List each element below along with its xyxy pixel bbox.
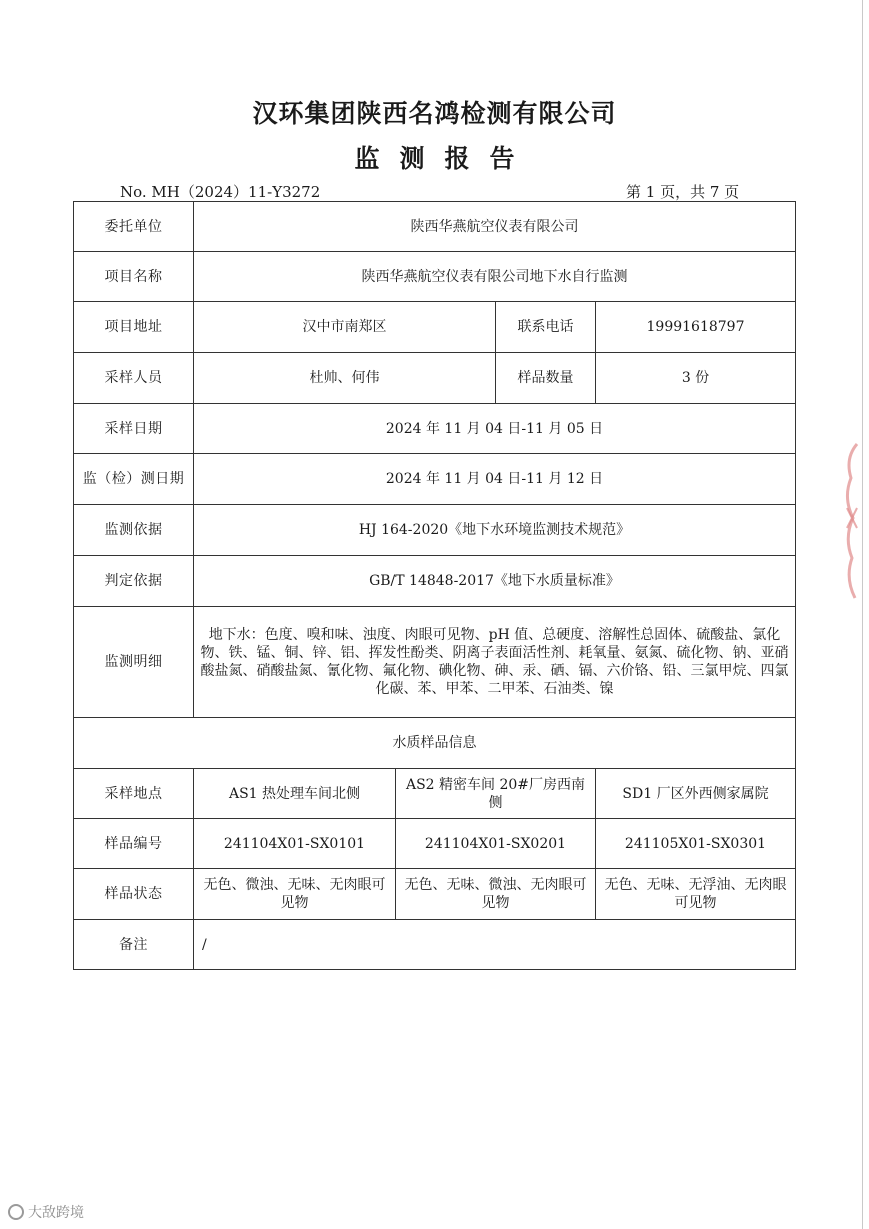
row-sampler (74, 353, 796, 404)
row-locations (74, 769, 796, 819)
row-remark (74, 920, 796, 970)
location-label: 采样地点 (74, 769, 194, 819)
row-project-name (74, 252, 796, 302)
test-date-value: 2024 年 11 月 04 日-11 月 12 日 (194, 454, 796, 505)
row-test-date (74, 454, 796, 505)
row-judge (74, 556, 796, 607)
row-section-title (74, 718, 796, 769)
location-1: AS1 热处理车间北侧 (194, 769, 396, 819)
sample-date-value: 2024 年 11 月 04 日-11 月 05 日 (194, 404, 796, 454)
location-3: SD1 厂区外西侧家属院 (596, 769, 796, 819)
sample-id-2: 241104X01-SX0201 (396, 819, 596, 869)
row-sample-date (74, 404, 796, 454)
sample-state-3: 无色、无味、无浮油、无肉眼可见物 (596, 869, 796, 920)
count-value: 3 份 (596, 353, 796, 404)
samples-section-title: 水质样品信息 (74, 718, 796, 769)
report-title: 监测报告 (354, 144, 535, 173)
sample-state-2: 无色、无味、微浊、无肉眼可见物 (396, 869, 596, 920)
logo-icon (8, 1204, 24, 1220)
row-address (74, 302, 796, 353)
phone-value: 19991618797 (596, 302, 796, 353)
row-client (74, 202, 796, 252)
remark-value: / (194, 920, 796, 970)
location-2: AS2 精密车间 20#厂房西南侧 (396, 769, 596, 819)
sampler-value: 杜帅、何伟 (194, 353, 496, 404)
watermark-logo (8, 1202, 84, 1222)
remark-label: 备注 (74, 920, 194, 970)
address-value: 汉中市南郑区 (194, 302, 496, 353)
client-value: 陕西华燕航空仪表有限公司 (194, 202, 796, 252)
report-number: No. MH（2024）11-Y3272 (120, 183, 321, 201)
project-name-value: 陕西华燕航空仪表有限公司地下水自行监测 (194, 252, 796, 302)
basis-value: HJ 164-2020《地下水环境监测技术规范》 (194, 505, 796, 556)
seal-stamp-partial (841, 438, 859, 608)
sample-id-1: 241104X01-SX0101 (194, 819, 396, 869)
count-label: 样品数量 (496, 353, 596, 404)
detail-value: 地下水：色度、嗅和味、浊度、肉眼可见物、pH 值、总硬度、溶解性总固体、硫酸盐、氯化物、铁、锰、铜、锌、铝、挥发性酚类、阴离子表面活性剂、耗氧量、氨氮、硫化物、钠、亚硝酸盐氮、硝酸盐氮、氰化物、氟化物、碘化物、砷、汞、硒、镉、六价铬、铅、三氯甲烷、四氯化碳、苯、甲苯、二甲苯、石油类、镍 (194, 607, 796, 718)
test-date-label: 监（检）测日期 (74, 454, 194, 505)
watermark-text: 大敌跨境 (28, 1205, 84, 1221)
address-label: 项目地址 (74, 302, 194, 353)
state-label: 样品状态 (74, 869, 194, 920)
sampler-label: 采样人员 (74, 353, 194, 404)
sample-date-label: 采样日期 (74, 404, 194, 454)
sample-state-1: 无色、微浊、无味、无肉眼可见物 (194, 869, 396, 920)
page-counter: 第 1 页，共 7 页 (626, 183, 740, 201)
row-basis (74, 505, 796, 556)
row-ids (74, 819, 796, 869)
detail-label: 监测明细 (74, 607, 194, 718)
report-table (73, 201, 796, 970)
client-label: 委托单位 (74, 202, 194, 252)
basis-label: 监测依据 (74, 505, 194, 556)
judge-value: GB/T 14848-2017《地下水质量标准》 (194, 556, 796, 607)
project-name-label: 项目名称 (74, 252, 194, 302)
row-detail (74, 607, 796, 718)
sample-id-3: 241105X01-SX0301 (596, 819, 796, 869)
judge-label: 判定依据 (74, 556, 194, 607)
page-edge-line (862, 0, 863, 1229)
id-label: 样品编号 (74, 819, 194, 869)
phone-label: 联系电话 (496, 302, 596, 353)
company-title: 汉环集团陕西名鸿检测有限公司 (252, 99, 617, 128)
row-states (74, 869, 796, 920)
